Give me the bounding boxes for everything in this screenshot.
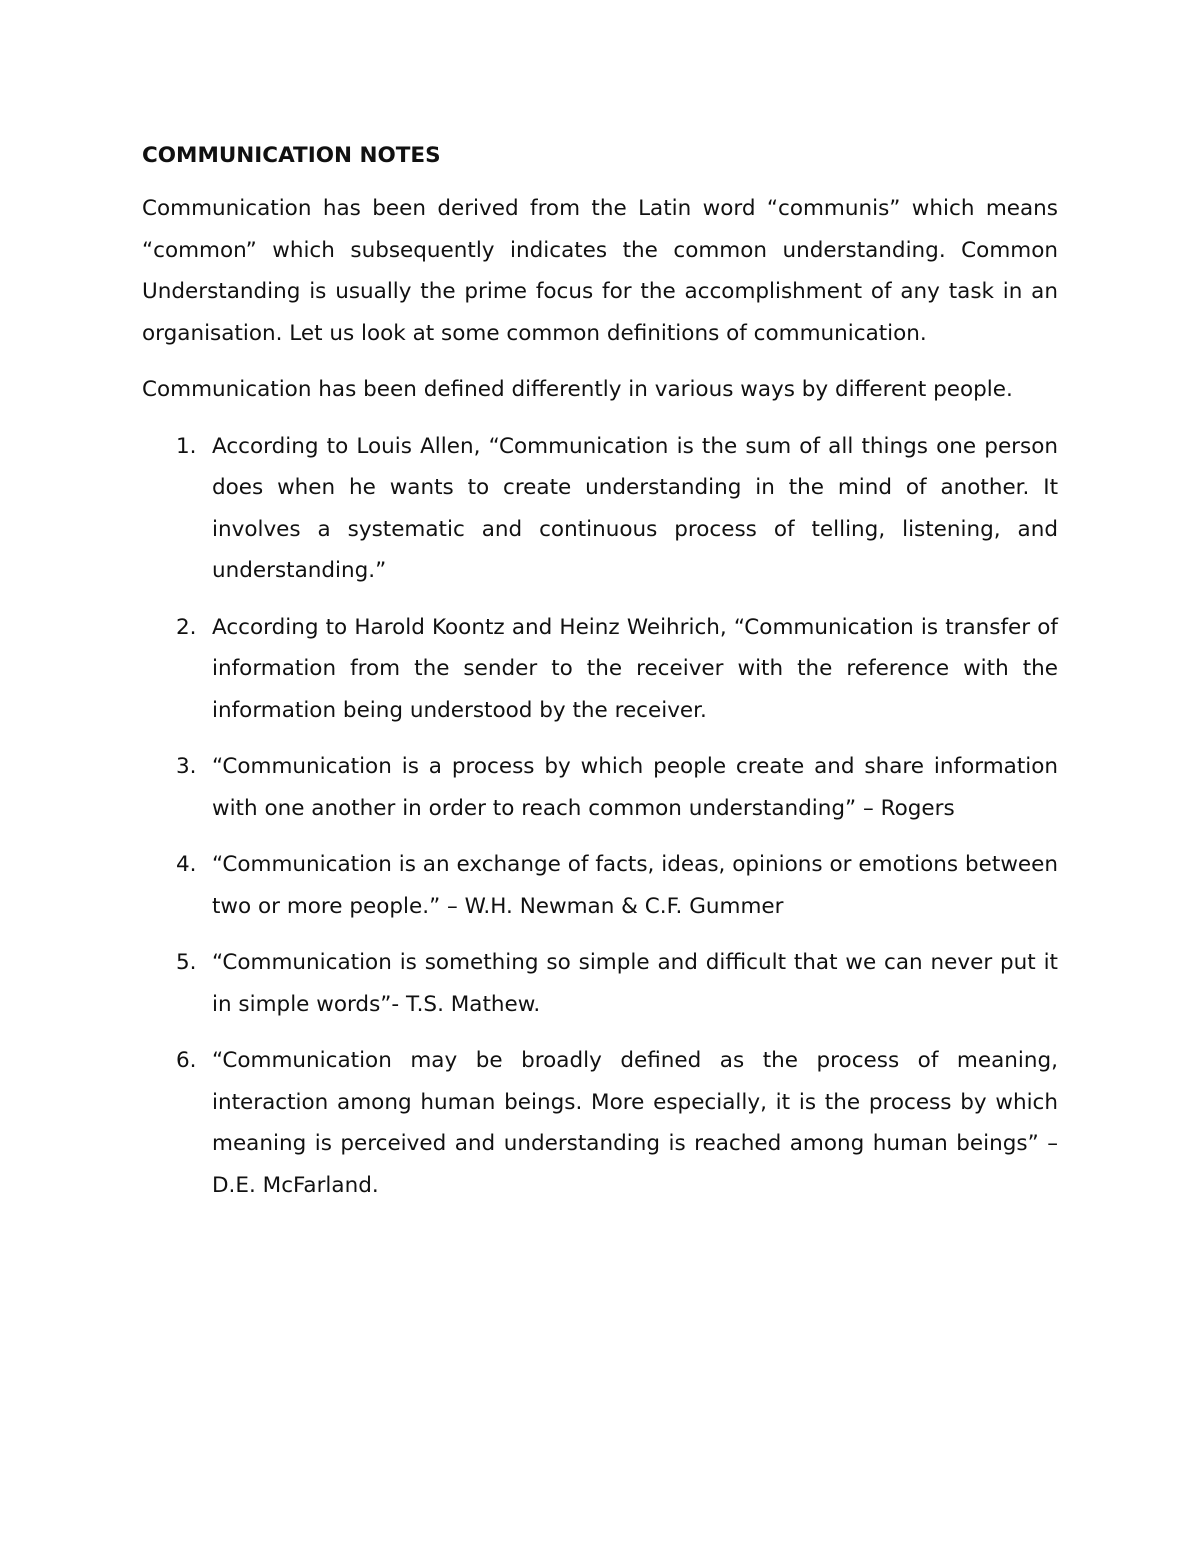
list-item	[142, 746, 1058, 829]
list-item-text: “Communication may be broadly defined as the process of meaning, interaction among human beings. More especially, it is the process by which meaning is perceived and understanding is reached among human beings” – D.E. McFarland.	[212, 1048, 1058, 1198]
list-item-number: 2.	[176, 614, 197, 640]
list-item-text: “Communication is a process by which people create and share information with one another in order to reach common understanding” – Rogers	[212, 754, 1058, 821]
list-item	[142, 1040, 1058, 1206]
list-item-text: According to Harold Koontz and Heinz Weihrich, “Communication is transfer of information from the sender to the receiver with the reference with the information being understood by the receiver.	[212, 614, 1058, 723]
definitions-list	[142, 426, 1058, 1207]
list-item-number: 5.	[176, 950, 197, 975]
list-item	[142, 942, 1058, 1025]
definitions-lead-paragraph: Communication has been defined differently in various ways by different people.	[142, 377, 1013, 402]
list-item-number: 6.	[176, 1048, 197, 1073]
list-item	[142, 844, 1058, 927]
document-page	[142, 138, 1058, 1221]
list-item-text: According to Louis Allen, “Communication is the sum of all things one person does when he wants to create understanding in the mind of another. It involves a systematic and continuous process of telling, listening, and understanding.”	[212, 433, 1058, 583]
list-item	[142, 426, 1058, 592]
intro-paragraph: Communication has been derived from the Latin word “communis” which means “common” which subsequently indicates the common understanding. Common Understanding is usually the prime focus for the accomplishment of any task in an organisation. Let us look at some common definitions of communication.	[142, 196, 1058, 346]
list-item-number: 1.	[176, 433, 197, 459]
document-title: COMMUNICATION NOTES	[142, 143, 441, 168]
list-item-text: “Communication is an exchange of facts, ideas, opinions or emotions between two or more people.” – W.H. Newman & C.F. Gummer	[212, 852, 1058, 919]
list-item-text: “Communication is something so simple and difficult that we can never put it in simple words”- T.S. Mathew.	[212, 950, 1058, 1017]
list-item-number: 3.	[176, 754, 197, 779]
list-item	[142, 607, 1058, 732]
list-item-number: 4.	[176, 852, 197, 877]
